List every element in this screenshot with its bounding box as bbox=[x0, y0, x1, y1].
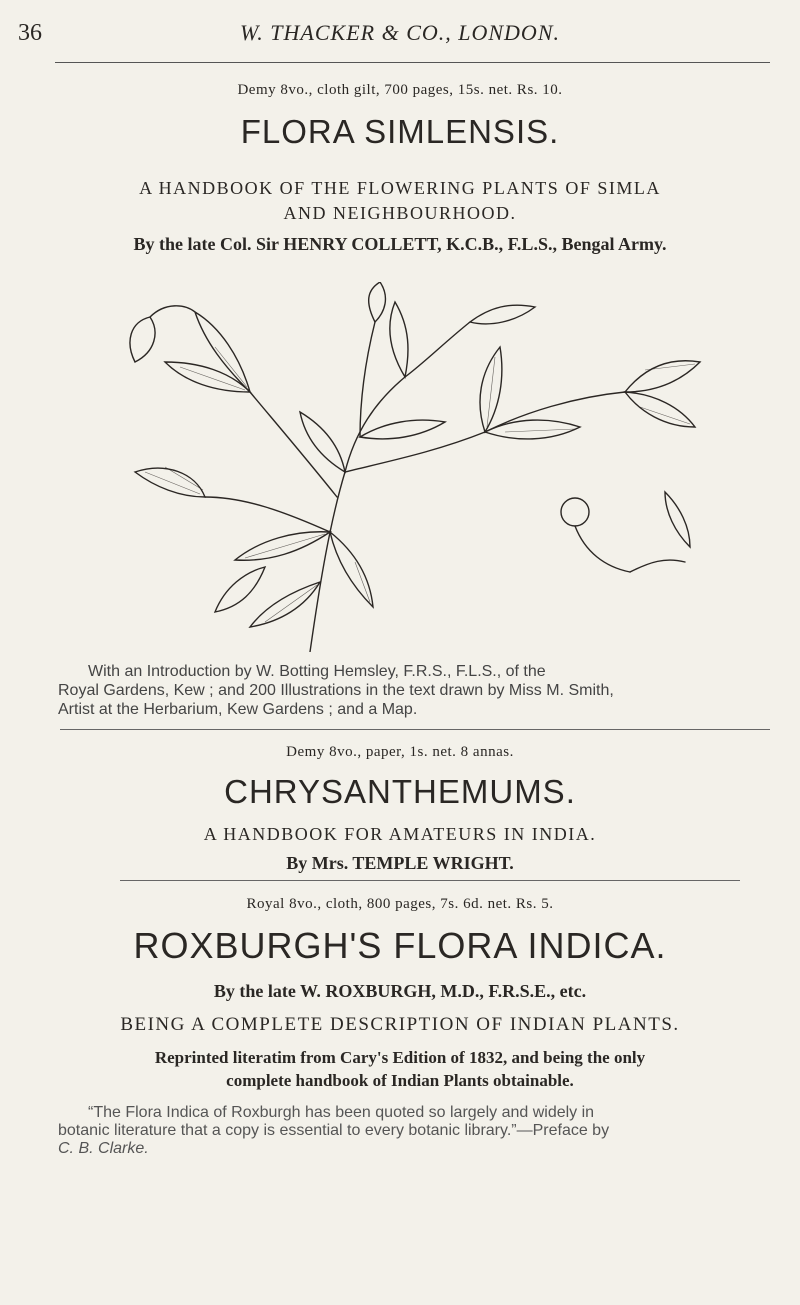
chrysanthemums-edition: Demy 8vo., paper, 1s. net. 8 annas. bbox=[286, 744, 514, 760]
running-head: W. THACKER & CO., LONDON. bbox=[239, 20, 560, 45]
flora-simlensis-title: FLORA SIMLENSIS. bbox=[240, 113, 560, 150]
flora-indica-subtitle: BEING A COMPLETE DESCRIPTION OF INDIAN PLANTS. bbox=[120, 1014, 680, 1035]
flora-simlensis-author: By the late Col. Sir HENRY COLLETT, K.C.B., F.L.S., Bengal Army. bbox=[133, 234, 667, 254]
flora-indica-quote-1: “The Flora Indica of Roxburgh has been quoted so largely and widely in bbox=[88, 1104, 595, 1121]
chrysanthemums-author: By Mrs. TEMPLE WRIGHT. bbox=[286, 853, 514, 873]
flora-simlensis-subtitle-2: AND NEIGHBOURHOOD. bbox=[283, 203, 517, 223]
flora-indica-reprinted-2: complete handbook of Indian Plants obtainable. bbox=[226, 1071, 574, 1090]
section-divider bbox=[120, 880, 740, 881]
plant-illustration bbox=[105, 282, 715, 652]
section-divider bbox=[60, 729, 770, 730]
flora-indica-author: By the late W. ROXBURGH, M.D., F.R.S.E., etc. bbox=[213, 981, 587, 1001]
flora-indica-title: ROXBURGH'S FLORA INDICA. bbox=[133, 925, 667, 966]
page-header bbox=[0, 18, 800, 54]
flora-simlensis-intro-3: Artist at the Herbarium, Kew Gardens ; and a Map. bbox=[58, 701, 418, 718]
flora-simlensis-intro-2: Royal Gardens, Kew ; and 200 Illustrations in the text drawn by Miss M. Smith, bbox=[58, 682, 614, 699]
chrysanthemums-title: CHRYSANTHEMUMS. bbox=[224, 773, 576, 810]
flora-indica-reprinted-1: Reprinted literatim from Cary's Edition of 1832, and being the only bbox=[154, 1048, 646, 1067]
flora-indica-quote-2: botanic literature that a copy is essential to every botanic library.”—Preface by bbox=[58, 1122, 610, 1139]
flora-simlensis-intro-1: With an Introduction by W. Botting Hemsley, F.R.S., F.L.S., of the bbox=[88, 663, 546, 680]
flora-simlensis-edition: Demy 8vo., cloth gilt, 700 pages, 15s. net. Rs. 10. bbox=[237, 82, 563, 98]
page-number: 36 bbox=[18, 20, 42, 46]
flora-simlensis-subtitle-1: A HANDBOOK OF THE FLOWERING PLANTS OF SIMLA bbox=[139, 178, 661, 198]
flora-indica-quote-3: C. B. Clarke. bbox=[58, 1140, 149, 1157]
chrysanthemums-subtitle: A HANDBOOK FOR AMATEURS IN INDIA. bbox=[203, 824, 597, 844]
flora-indica-edition: Royal 8vo., cloth, 800 pages, 7s. 6d. net. Rs. 5. bbox=[246, 896, 554, 912]
header-rule bbox=[55, 62, 770, 63]
